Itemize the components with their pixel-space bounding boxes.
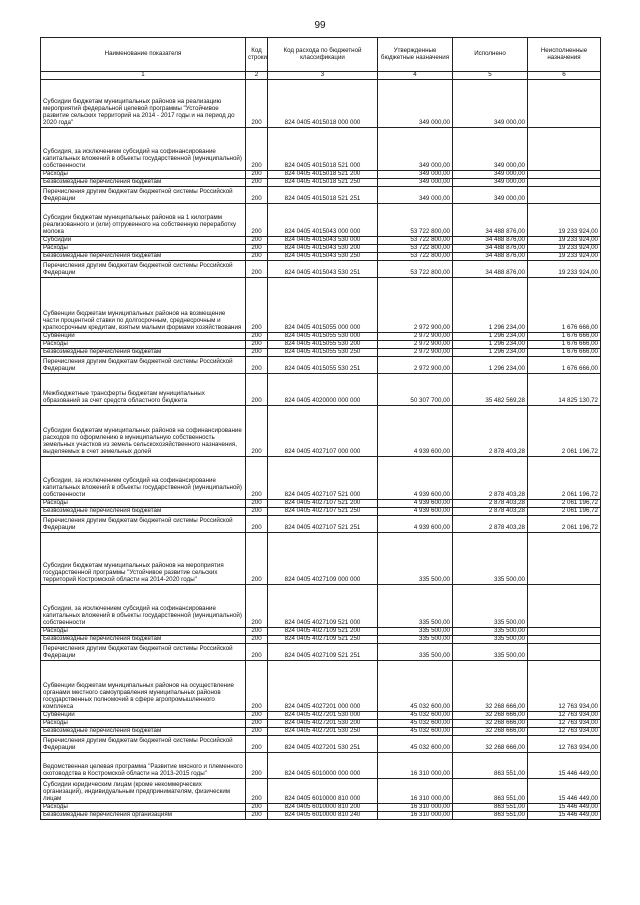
table-cell-unexecuted: 19 233 924,00: [528, 204, 601, 237]
table-cell-name: Субсидия, за исключением субсидий на софинансирование капитальных вложений в объекты государственной (муниципальной) собственности: [41, 128, 246, 171]
table-cell-budget-code: 824 0405 4015043 530 000: [268, 237, 378, 245]
table-row: [41, 80, 601, 128]
header-name: Наименование показателя: [41, 38, 246, 72]
table-cell-unexecuted: 1 676 666,00: [528, 333, 601, 341]
table-cell-executed: 34 488 876,00: [453, 204, 528, 237]
table-cell-line-code: 200: [246, 179, 268, 187]
table-cell-name: Расходы: [41, 720, 246, 728]
table-cell-unexecuted: [528, 179, 601, 187]
table-cell-executed: 863 551,00: [453, 753, 528, 779]
table-row: [41, 628, 601, 636]
table-cell-approved: 335 500,00: [378, 644, 453, 661]
table-row: [41, 644, 601, 661]
table-cell-executed: 32 268 666,00: [453, 712, 528, 720]
table-cell-approved: 45 032 600,00: [378, 728, 453, 736]
column-number: 5: [453, 72, 528, 80]
table-cell-line-code: 200: [246, 349, 268, 357]
table-cell-budget-code: 824 0405 4015018 521 200: [268, 171, 378, 179]
table-cell-budget-code: 824 0405 4015055 530 000: [268, 333, 378, 341]
table-cell-budget-code: 824 0405 4015018 521 250: [268, 179, 378, 187]
table-cell-budget-code: 824 0405 4027109 521 251: [268, 644, 378, 661]
table-cell-approved: 2 972 900,00: [378, 349, 453, 357]
column-number: 4: [378, 72, 453, 80]
table-cell-unexecuted: 19 233 924,00: [528, 237, 601, 245]
table-cell-line-code: 200: [246, 628, 268, 636]
table-cell-budget-code: 824 0405 4027201 000 000: [268, 661, 378, 712]
table-cell-approved: 16 310 000,00: [378, 812, 453, 820]
table-cell-budget-code: 824 0405 4015018 521 000: [268, 128, 378, 171]
table-row: [41, 736, 601, 753]
table-row: [41, 333, 601, 341]
table-cell-unexecuted: [528, 80, 601, 128]
table-cell-unexecuted: 2 061 196,72: [528, 500, 601, 508]
table-cell-executed: 32 268 666,00: [453, 661, 528, 712]
table-row: [41, 253, 601, 261]
table-cell-budget-code: 824 0405 6010000 810 240: [268, 812, 378, 820]
table-cell-unexecuted: 12 763 934,00: [528, 736, 601, 753]
table-cell-name: Расходы: [41, 500, 246, 508]
table-cell-executed: 349 000,00: [453, 179, 528, 187]
table-cell-line-code: 200: [246, 585, 268, 628]
table-cell-line-code: 200: [246, 457, 268, 500]
table-cell-approved: 45 032 600,00: [378, 712, 453, 720]
table-cell-budget-code: 824 0405 4027107 000 000: [268, 406, 378, 457]
table-cell-line-code: 200: [246, 245, 268, 253]
table-cell-unexecuted: 2 061 196,72: [528, 508, 601, 516]
table-cell-budget-code: 824 0405 4015043 530 250: [268, 253, 378, 261]
table-cell-approved: 335 500,00: [378, 533, 453, 585]
column-number: 1: [41, 72, 246, 80]
table-header-row: [41, 38, 601, 72]
table-cell-name: Субсидии бюджетам муниципальных районов на реализацию мероприятий федеральной целевой программы "Устойчивое развитие сельских территорий на 2014 - 2017 годы и на период до 2020 года": [41, 80, 246, 128]
table-cell-approved: 45 032 600,00: [378, 720, 453, 728]
page-number: 99: [314, 20, 326, 31]
table-cell-unexecuted: [528, 171, 601, 179]
table-cell-unexecuted: 1 676 666,00: [528, 278, 601, 333]
table-cell-executed: 32 268 666,00: [453, 720, 528, 728]
table-cell-budget-code: 824 0405 6010000 810 200: [268, 804, 378, 812]
table-cell-unexecuted: 2 061 196,72: [528, 457, 601, 500]
table-cell-line-code: 200: [246, 171, 268, 179]
table-cell-budget-code: 824 0405 4027109 521 250: [268, 636, 378, 644]
table-row: [41, 508, 601, 516]
table-cell-budget-code: 824 0405 4015043 530 251: [268, 261, 378, 278]
table-cell-approved: 53 722 800,00: [378, 253, 453, 261]
table-row: [41, 406, 601, 457]
table-cell-approved: 4 939 600,00: [378, 508, 453, 516]
table-cell-approved: 2 972 900,00: [378, 357, 453, 374]
table-cell-name: Расходы: [41, 245, 246, 253]
table-cell-name: Безвозмездные перечисления бюджетам: [41, 349, 246, 357]
table-cell-line-code: 200: [246, 261, 268, 278]
table-cell-budget-code: 824 0405 6010000 000 000: [268, 753, 378, 779]
table-cell-executed: 335 500,00: [453, 628, 528, 636]
table-cell-approved: 2 972 900,00: [378, 341, 453, 349]
table-cell-executed: 2 878 403,28: [453, 508, 528, 516]
table-row: [41, 779, 601, 804]
header-unexecuted: Неисполненные назначения: [528, 38, 601, 72]
budget-execution-table: [40, 37, 601, 820]
column-number: 3: [268, 72, 378, 80]
table-cell-unexecuted: [528, 533, 601, 585]
table-cell-line-code: 200: [246, 357, 268, 374]
table-cell-name: Перечисления другим бюджетам бюджетной системы Российской Федерации: [41, 644, 246, 661]
table-cell-budget-code: 824 0405 4027107 521 200: [268, 500, 378, 508]
table-cell-approved: 4 939 600,00: [378, 516, 453, 533]
table-cell-executed: 2 878 403,28: [453, 500, 528, 508]
table-cell-unexecuted: 12 763 934,00: [528, 720, 601, 728]
table-cell-unexecuted: 2 061 196,72: [528, 406, 601, 457]
table-cell-name: Перечисления другим бюджетам бюджетной системы Российской Федерации: [41, 736, 246, 753]
table-cell-approved: 335 500,00: [378, 628, 453, 636]
column-number: 2: [246, 72, 268, 80]
table-cell-approved: 16 310 000,00: [378, 779, 453, 804]
header-approved: Утвержденные бюджетные назначения: [378, 38, 453, 72]
table-cell-unexecuted: 1 676 666,00: [528, 357, 601, 374]
table-cell-line-code: 200: [246, 812, 268, 820]
table-cell-line-code: 200: [246, 128, 268, 171]
table-cell-unexecuted: 15 446 449,00: [528, 779, 601, 804]
table-cell-name: Субсидии юридическим лицам (кроме некоммерческих организаций), индивидуальным предпринимателям, физическим лицам: [41, 779, 246, 804]
table-cell-approved: 53 722 800,00: [378, 245, 453, 253]
table-cell-budget-code: 824 0405 4027107 521 000: [268, 457, 378, 500]
table-cell-executed: 335 500,00: [453, 636, 528, 644]
table-cell-budget-code: 824 0405 4020000 000 000: [268, 374, 378, 406]
table-cell-approved: 4 939 600,00: [378, 457, 453, 500]
table-cell-name: Субвенции бюджетам муниципальных районов на возмещение части процентной ставки по долгосрочным, среднесрочным и краткосрочным кредитам, взятым малыми формами хозяйствования: [41, 278, 246, 333]
table-cell-approved: 349 000,00: [378, 179, 453, 187]
table-cell-name: Субсидии: [41, 237, 246, 245]
table-cell-name: Безвозмездные перечисления бюджетам: [41, 728, 246, 736]
table-cell-name: Ведомственная целевая программа "Развитие мясного и племенного скотоводства в Костромской области на 2013-2015 годы": [41, 753, 246, 779]
table-cell-approved: 53 722 800,00: [378, 261, 453, 278]
table-cell-approved: 45 032 600,00: [378, 736, 453, 753]
table-cell-name: Перечисления другим бюджетам бюджетной системы Российской Федерации: [41, 261, 246, 278]
table-row: [41, 753, 601, 779]
table-cell-unexecuted: 12 763 934,00: [528, 661, 601, 712]
table-cell-approved: 4 939 600,00: [378, 500, 453, 508]
table-row: [41, 204, 601, 237]
table-cell-name: Субвенции бюджетам муниципальных районов на осуществление органами местного самоуправления муниципальных районов государственных полномочий в сфере агропромышленного комплекса: [41, 661, 246, 712]
table-row: [41, 278, 601, 333]
table-cell-approved: 349 000,00: [378, 187, 453, 204]
table-cell-line-code: 200: [246, 508, 268, 516]
table-cell-unexecuted: 1 676 666,00: [528, 349, 601, 357]
table-cell-approved: 45 032 600,00: [378, 661, 453, 712]
table-cell-budget-code: 824 0405 4015043 000 000: [268, 204, 378, 237]
table-cell-name: Межбюджетные трансферты бюджетам муниципальных образований за счет средств областного бюджета: [41, 374, 246, 406]
table-cell-unexecuted: 12 763 934,00: [528, 728, 601, 736]
table-cell-unexecuted: 15 446 449,00: [528, 804, 601, 812]
table-cell-executed: 1 296 234,00: [453, 333, 528, 341]
table-cell-unexecuted: 19 233 924,00: [528, 245, 601, 253]
table-cell-executed: 34 488 876,00: [453, 253, 528, 261]
table-row: [41, 728, 601, 736]
table-cell-unexecuted: 2 061 196,72: [528, 516, 601, 533]
table-cell-executed: 34 488 876,00: [453, 237, 528, 245]
table-cell-approved: 16 310 000,00: [378, 753, 453, 779]
table-cell-approved: 349 000,00: [378, 171, 453, 179]
table-cell-name: Расходы: [41, 171, 246, 179]
table-cell-executed: 2 878 403,28: [453, 457, 528, 500]
table-cell-name: Расходы: [41, 804, 246, 812]
table-cell-budget-code: 824 0405 4027107 521 251: [268, 516, 378, 533]
table-cell-line-code: 200: [246, 720, 268, 728]
table-cell-executed: 349 000,00: [453, 187, 528, 204]
table-cell-approved: 349 000,00: [378, 80, 453, 128]
table-cell-budget-code: 824 0405 4015055 000 000: [268, 278, 378, 333]
table-cell-unexecuted: [528, 187, 601, 204]
table-cell-unexecuted: 15 446 449,00: [528, 812, 601, 820]
table-cell-line-code: 200: [246, 204, 268, 237]
table-cell-line-code: 200: [246, 636, 268, 644]
table-cell-approved: 335 500,00: [378, 585, 453, 628]
table-row: [41, 261, 601, 278]
table-cell-budget-code: 824 0405 4015055 530 250: [268, 349, 378, 357]
table-row: [41, 516, 601, 533]
table-cell-executed: 2 878 403,28: [453, 406, 528, 457]
table-cell-line-code: 200: [246, 500, 268, 508]
table-cell-unexecuted: [528, 628, 601, 636]
table-cell-budget-code: 824 0405 4027201 530 200: [268, 720, 378, 728]
table-cell-line-code: 200: [246, 728, 268, 736]
column-number: 6: [528, 72, 601, 80]
table-cell-line-code: 200: [246, 779, 268, 804]
table-cell-name: Субвенции: [41, 333, 246, 341]
table-cell-approved: 4 939 600,00: [378, 406, 453, 457]
table-cell-name: Безвозмездные перечисления бюджетам: [41, 179, 246, 187]
table-cell-unexecuted: 14 825 130,72: [528, 374, 601, 406]
table-cell-executed: 1 296 234,00: [453, 349, 528, 357]
table-cell-approved: 53 722 800,00: [378, 237, 453, 245]
table-cell-unexecuted: 19 233 924,00: [528, 253, 601, 261]
table-cell-executed: 34 488 876,00: [453, 261, 528, 278]
table-row: [41, 128, 601, 171]
table-cell-line-code: 200: [246, 516, 268, 533]
table-cell-name: Субсидии, за исключением субсидий на софинансирование капитальных вложений в объекты государственной (муниципальной) собственности: [41, 585, 246, 628]
table-cell-line-code: 200: [246, 736, 268, 753]
table-cell-executed: 1 296 234,00: [453, 278, 528, 333]
table-cell-budget-code: 824 0405 4015055 530 200: [268, 341, 378, 349]
table-cell-executed: 1 296 234,00: [453, 341, 528, 349]
table-cell-executed: 863 551,00: [453, 779, 528, 804]
table-cell-executed: 335 500,00: [453, 585, 528, 628]
table-cell-line-code: 200: [246, 187, 268, 204]
table-cell-line-code: 200: [246, 406, 268, 457]
header-executed: Исполнено: [453, 38, 528, 72]
table-row: [41, 171, 601, 179]
table-row: [41, 661, 601, 712]
table-cell-budget-code: 824 0405 4027107 521 250: [268, 508, 378, 516]
table-cell-budget-code: 824 0405 4027201 530 250: [268, 728, 378, 736]
table-row: [41, 500, 601, 508]
table-cell-name: Расходы: [41, 628, 246, 636]
table-cell-name: Расходы: [41, 341, 246, 349]
table-cell-line-code: 200: [246, 80, 268, 128]
table-cell-budget-code: 824 0405 4015043 530 200: [268, 245, 378, 253]
table-row: [41, 585, 601, 628]
table-cell-unexecuted: 12 763 934,00: [528, 712, 601, 720]
table-cell-executed: 863 551,00: [453, 804, 528, 812]
table-cell-line-code: 200: [246, 533, 268, 585]
header-budget-code: Код расхода по бюджетной классификации: [268, 38, 378, 72]
table-row: [41, 712, 601, 720]
table-row: [41, 349, 601, 357]
table-cell-name: Безвозмездные перечисления бюджетам: [41, 253, 246, 261]
table-cell-line-code: 200: [246, 333, 268, 341]
table-row: [41, 812, 601, 820]
table-cell-executed: 863 551,00: [453, 812, 528, 820]
table-cell-approved: 50 307 700,00: [378, 374, 453, 406]
table-cell-executed: 349 000,00: [453, 80, 528, 128]
table-row: [41, 237, 601, 245]
table-cell-name: Субсидии бюджетам муниципальных районов на софинансирование расходов по оформлению в муниципальную собственность земельных участков из земель сельскохозяйственного назначения, выделяемых в счет земельных долей: [41, 406, 246, 457]
table-cell-name: Субвенции: [41, 712, 246, 720]
table-cell-executed: 349 000,00: [453, 128, 528, 171]
table-cell-line-code: 200: [246, 753, 268, 779]
table-cell-line-code: 200: [246, 374, 268, 406]
table-row: [41, 720, 601, 728]
table-cell-budget-code: 824 0405 4015018 521 251: [268, 187, 378, 204]
table-cell-executed: 32 268 666,00: [453, 736, 528, 753]
table-cell-approved: 16 310 000,00: [378, 804, 453, 812]
table-cell-unexecuted: [528, 644, 601, 661]
table-cell-executed: 1 296 234,00: [453, 357, 528, 374]
table-cell-unexecuted: [528, 585, 601, 628]
table-row: [41, 457, 601, 500]
table-cell-unexecuted: [528, 636, 601, 644]
table-cell-executed: 2 878 403,28: [453, 516, 528, 533]
table-cell-approved: 335 500,00: [378, 636, 453, 644]
table-cell-name: Субсидии бюджетам муниципальных районов на мероприятия государственной программы "Устойчивое развитие сельских территорий Костромской области на 2014-2020 годы": [41, 533, 246, 585]
table-cell-executed: 349 000,00: [453, 171, 528, 179]
table-cell-name: Перечисления другим бюджетам бюджетной системы Российской Федерации: [41, 357, 246, 374]
table-cell-line-code: 200: [246, 661, 268, 712]
table-cell-name: Безвозмездные перечисления бюджетам: [41, 508, 246, 516]
table-cell-budget-code: 824 0405 4027201 530 251: [268, 736, 378, 753]
table-cell-line-code: 200: [246, 278, 268, 333]
table-cell-budget-code: 824 0405 4027109 000 000: [268, 533, 378, 585]
table-cell-name: Перечисления другим бюджетам бюджетной системы Российской Федерации: [41, 187, 246, 204]
header-line-code: Код строки: [246, 38, 268, 72]
table-cell-unexecuted: [528, 128, 601, 171]
table-cell-line-code: 200: [246, 253, 268, 261]
table-cell-name: Безвозмездные перечисления бюджетам: [41, 636, 246, 644]
table-cell-executed: 35 482 569,28: [453, 374, 528, 406]
table-row: [41, 804, 601, 812]
table-body: [41, 80, 601, 820]
table-cell-name: Безвозмездные перечисления организациям: [41, 812, 246, 820]
table-cell-line-code: 200: [246, 712, 268, 720]
table-cell-name: Перечисления другим бюджетам бюджетной системы Российской Федерации: [41, 516, 246, 533]
table-cell-line-code: 200: [246, 804, 268, 812]
table-cell-budget-code: 824 0405 4015018 000 000: [268, 80, 378, 128]
table-cell-line-code: 200: [246, 341, 268, 349]
table-cell-approved: 349 000,00: [378, 128, 453, 171]
table-row: [41, 357, 601, 374]
table-cell-approved: 53 722 800,00: [378, 204, 453, 237]
table-row: [41, 636, 601, 644]
table-cell-approved: 2 972 900,00: [378, 333, 453, 341]
table-cell-budget-code: 824 0405 4015055 530 251: [268, 357, 378, 374]
table-cell-line-code: 200: [246, 237, 268, 245]
table-cell-unexecuted: 1 676 666,00: [528, 341, 601, 349]
table-row: [41, 245, 601, 253]
table-row: [41, 341, 601, 349]
table-cell-executed: 32 268 666,00: [453, 728, 528, 736]
column-number-row: [41, 72, 601, 80]
table-cell-budget-code: 824 0405 4027201 530 000: [268, 712, 378, 720]
table-cell-name: Субсидии, за исключением субсидий на софинансирование капитальных вложений в объекты государственной (муниципальной) собственности: [41, 457, 246, 500]
table-row: [41, 533, 601, 585]
table-cell-approved: 2 972 900,00: [378, 278, 453, 333]
table-cell-executed: 335 500,00: [453, 533, 528, 585]
table-cell-executed: 335 500,00: [453, 644, 528, 661]
table-row: [41, 187, 601, 204]
table-row: [41, 179, 601, 187]
table-cell-executed: 34 488 876,00: [453, 245, 528, 253]
table-cell-name: Субсидии бюджетам муниципальных районов на 1 килограмм реализованного и (или) отгруженного на собственную переработку молока: [41, 204, 246, 237]
table-cell-budget-code: 824 0405 4027109 521 200: [268, 628, 378, 636]
table-cell-line-code: 200: [246, 644, 268, 661]
table-row: [41, 374, 601, 406]
table-cell-unexecuted: 15 446 449,00: [528, 753, 601, 779]
table-cell-unexecuted: 19 233 924,00: [528, 261, 601, 278]
table-cell-budget-code: 824 0405 6010000 810 000: [268, 779, 378, 804]
table-cell-budget-code: 824 0405 4027109 521 000: [268, 585, 378, 628]
